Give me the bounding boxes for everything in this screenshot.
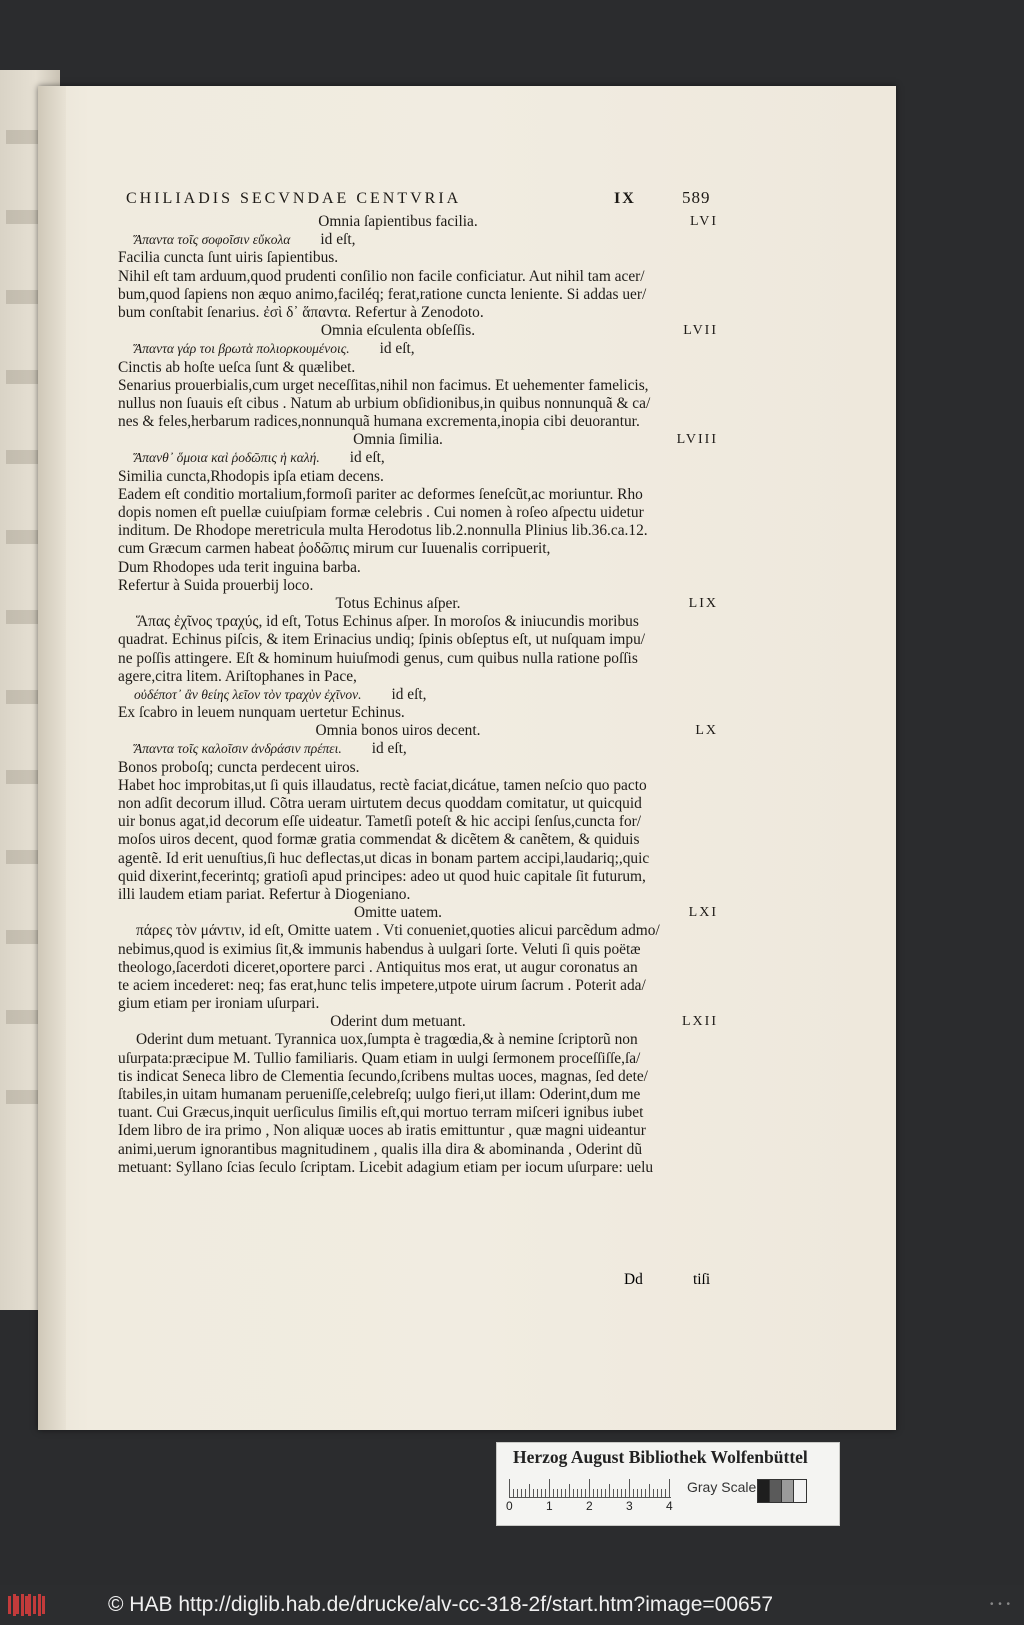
adage-title: Omnia eſculenta obſeſſis. [320, 322, 476, 340]
text-line: quid dixerint,fecerintq; gratioſi apud principes: adeo ut quod huic capitale ſit futurum, [118, 867, 646, 885]
greek-text: οὐδέποτ᾽ ἂν θείης λεῖον τὸν τραχὺν ἐχῖνον. [134, 686, 362, 702]
adage-heading [118, 722, 718, 740]
ruler-tick [665, 1489, 666, 1497]
ruler-tick [537, 1489, 538, 1497]
text-line: nebimus,quod is eximius ſit,& immunis habendus à uulgari ſorte. Veluti ſi quis poëtæ [118, 940, 641, 958]
ruler-tick [669, 1479, 670, 1497]
running-head-century: IX [614, 190, 636, 207]
ruler-tick [621, 1489, 622, 1497]
adage-title: Omnia bonos uiros decent. [315, 722, 481, 740]
greek-line [118, 449, 718, 467]
greek-text: Ἅπανθ᾽ ὅμοια καὶ ῥοδῶπις ἡ καλή. [134, 450, 320, 466]
adage-numeral: LVIII [676, 432, 718, 448]
text-line: Refertur à Suida prouerbij loco. [118, 576, 314, 594]
ruler-tick [533, 1489, 534, 1497]
text-line: nes & feles,herbarum radices,nonnunquã humana excrementa,inopia cibi deuorantur. [118, 413, 640, 431]
text-line: uſurpata:præcipue M. Tullio familiaris. Quam etiam in uulgi ſermonem proceſſiſſe,ſa/ [118, 1049, 641, 1067]
text-line: Cinctis ab hoſte ueſca ſunt & quælibet. [118, 358, 356, 376]
adage-heading [118, 431, 718, 449]
id-est-text: id eſt, [371, 740, 407, 758]
ruler-tick [637, 1489, 638, 1497]
ruler-tick [581, 1489, 582, 1497]
ruler-tick [589, 1479, 590, 1497]
text-line: metuant: Syllano ſcias ſeculo ſcriptam. Licebit adagium etiam per iocum uſurpare: uelu [118, 1158, 654, 1176]
text-line: moſos uiros decent, quod formæ gratia commendat & dicẽtem & canẽtem, & quiduis [118, 831, 640, 849]
text-line: dopis nomen eſt puellæ cuiuſpiam formæ celebris . Cui nomen à roſeo aſpectu uidetur [118, 504, 644, 521]
text-line: gium etiam per ironiam uſurpari. [118, 995, 320, 1013]
text-line: tis indicat Seneca libro de Clementia ſecundo,ſcribens multas uoces, magnas, ſed dete/ [118, 1067, 648, 1085]
greek-line [118, 740, 718, 758]
adage-numeral: LVII [683, 323, 718, 339]
ruler-tick [617, 1489, 618, 1497]
greek-text: Ἅπαντα γάρ τοι βρωτὰ πολιορκουμένοις. [134, 341, 350, 357]
scale-label: 0 [506, 1499, 513, 1513]
page-text [118, 213, 718, 1177]
scale-label: 4 [666, 1499, 673, 1513]
gray-scale-label: Gray Scale [687, 1479, 757, 1495]
adage-heading [118, 595, 718, 613]
ruler-tick [545, 1489, 546, 1497]
ruler-tick [557, 1489, 558, 1497]
ruler-tick [609, 1484, 610, 1497]
ruler-tick [577, 1489, 578, 1497]
scale-label: 2 [586, 1499, 593, 1513]
measurement-ruler [509, 1477, 671, 1498]
adage-numeral: LXII [682, 1014, 718, 1030]
text-line: quadrat. Echinus piſcis, & item Erinacius undiq; ſpinis obſeptus eſt, ut nuſquam impu/ [118, 631, 646, 649]
ruler-tick [521, 1489, 522, 1497]
adage-numeral: LX [695, 723, 718, 739]
id-est-text: id eſt, [349, 449, 385, 467]
gray-swatch [793, 1479, 807, 1503]
ruler-tick [661, 1489, 662, 1497]
ruler-tick [641, 1489, 642, 1497]
text-line: Bonos proboſq; cuncta perdecent uiros. [118, 758, 360, 776]
adage-heading [118, 904, 718, 922]
text-line: Ἅπας ἐχῖνος τραχύς, id eſt, Totus Echinus aſper. In moroſos & iniucundis moribus [136, 613, 639, 631]
adage-title: Omnia ſapientibus facilia. [318, 213, 478, 230]
page-number: 589 [682, 188, 711, 207]
ruler-tick [593, 1489, 594, 1497]
id-est-text: id eſt, [391, 685, 427, 703]
running-head-title: CHILIADIS SECVNDAE CENTVRIA [126, 190, 462, 207]
adage-title: Oderint dum metuant. [330, 1013, 466, 1031]
text-line: Nihil eſt tam arduum,quod prudenti conſilio non facile conficiatur. Aut nihil tam acer/ [118, 267, 645, 285]
id-est-text: id eſt, [379, 340, 415, 358]
ruler-tick [509, 1479, 510, 1497]
text-line: cum Græcum carmen habeat ῥοδῶπις mirum cur Iuuenalis corripuerit, [118, 540, 551, 558]
text-line: bum,quod ſapiens non æquo animo,faciléq; ferat,ratione cuncta leniente. Si addas uer/ [118, 285, 647, 303]
id-est-text: id eſt, [320, 231, 356, 249]
adage-title: Omitte uatem. [353, 904, 443, 922]
text-line: te aciem incederet: neq; fas erat,hunc telis impetere,utpote uirum ſacrum . Poterit ada/ [118, 976, 646, 994]
ruler-tick [605, 1489, 606, 1497]
ruler-tick [517, 1489, 518, 1497]
greek-line [118, 340, 718, 358]
text-line: inditum. De Rhodope meretricula multa Herodotus lib.2.nonnulla Plinius lib.36.ca.12. [118, 522, 648, 540]
greek-line [118, 231, 718, 249]
text-line: ſtabiles,in uitam humanam perueniſſe,celebreſq; uulgo fieri,ut illam: Oderint,dum me [118, 1086, 641, 1103]
text-line: agere,citra litem. Ariſtophanes in Pace, [118, 667, 357, 685]
text-line: Ex ſcabro in leuem nunquam uertetur Echinus. [118, 704, 405, 722]
adage-numeral: LVI [689, 214, 718, 229]
signature-mark: Dd [624, 1271, 643, 1288]
page-gutter [38, 86, 66, 1430]
ruler-tick [561, 1489, 562, 1497]
text-line: ne poſſis attingere. Eſt & hominum huiuſmodi genus, cum quibus nulla ratione poſſis [118, 649, 638, 667]
text-line: Senarius prouerbialis,cum urget neceſſitas,nihil non facimus. Et uehementer famelicis, [118, 376, 649, 394]
ruler-tick [653, 1489, 654, 1497]
ruler-tick [601, 1489, 602, 1497]
ruler-tick [625, 1489, 626, 1497]
greek-text: Ἅπαντα τοῖς καλοῖσιν ἀνδράσιν πρέπει. [134, 741, 342, 757]
ruler-tick [573, 1489, 574, 1497]
ruler-tick [657, 1489, 658, 1497]
adage-heading [118, 322, 718, 340]
running-head [126, 188, 716, 214]
text-line: agentẽ. Id erit uenuſtius,ſi huc deflectas,ut dicas in bonam partem accipi,laudariq;,quic [118, 849, 650, 867]
ruler-tick [585, 1489, 586, 1497]
adage-numeral: LXI [688, 905, 718, 921]
ruler-tick [541, 1489, 542, 1497]
text-line: tuant. Cui Græcus,inquit uerſiculus ſimilis eſt,qui mortuo terram miſceri ignibus iubet [118, 1104, 644, 1122]
text-line: nullus non ſuauis eſt cibus . Natum ab urbium obſidionibus,in quibus nonnunquã & ca/ [118, 394, 651, 412]
text-line: Oderint dum metuant. Tyrannica uox,ſumpta è tragœdia,& à nemine ſcriptorũ non [136, 1031, 638, 1049]
adage-heading [118, 1013, 718, 1031]
copyright-url[interactable]: © HAB http://diglib.hab.de/drucke/alv-cc-318-2f/start.htm?image=00657 [108, 1593, 774, 1616]
more-options-icon[interactable]: • • • [990, 1599, 1012, 1610]
hab-barcode-logo-icon[interactable] [8, 1594, 46, 1616]
adage-numeral: LIX [688, 595, 718, 611]
ruler-tick [613, 1489, 614, 1497]
text-line: πάρες τὸν μάντιν, id eſt, Omitte uatem . Vti conueniet,quoties alicui parcẽdum admo/ [136, 922, 660, 940]
ruler-tick [645, 1489, 646, 1497]
catchword: tiſi [693, 1271, 711, 1288]
book-page [38, 86, 896, 1430]
adage-title: Omnia ſimilia. [353, 431, 443, 449]
adage-title: Totus Echinus aſper. [335, 594, 461, 612]
catchline [118, 1271, 718, 1291]
ruler-tick [649, 1484, 650, 1497]
text-line: Dum Rhodopes uda terit inguina barba. [118, 558, 361, 576]
text-line: Habet hoc improbitas,ut ſi quis illaudatus, rectè faciat,dicátue, tamen neſcio quo pacto [118, 776, 647, 794]
text-line: bum conſtabit ſenarius. ἐσὶ δ᾽ ἅπαντα. Refertur à Zenodoto. [118, 303, 484, 321]
text-line: Eadem eſt conditio mortalium,formoſi pariter ac deformes ſeneſcũt,ac moriuntur. Rho [118, 485, 643, 503]
ruler-tick [525, 1489, 526, 1497]
ruler-tick [629, 1479, 630, 1497]
text-line: Facilia cuncta ſunt uiris ſapientibus. [118, 249, 339, 267]
ruler-tick [633, 1489, 634, 1497]
ruler-tick [549, 1479, 550, 1497]
scale-label: 1 [546, 1499, 553, 1513]
text-line: illi laudem etiam pariat. Refertur à Diogeniano. [118, 885, 411, 903]
text-line: Similia cuncta,Rhodopis ipſa etiam decens. [118, 467, 384, 485]
ruler-tick [569, 1484, 570, 1497]
greek-text: Ἅπαντα τοῖς σοφοῖσιν εὔκολα [134, 232, 291, 248]
ruler-tick [597, 1489, 598, 1497]
ruler-tick [529, 1484, 530, 1497]
greek-line [118, 686, 718, 704]
color-reference-card [496, 1442, 840, 1526]
text-line: theologo,ſacerdoti diceret,oportere parci . Antiquitus mos erat, ut augur coronatus an [118, 958, 638, 976]
ruler-tick [553, 1489, 554, 1497]
text-line: Idem libro de ira primo , Non aliquæ uoces ab iratis emittuntur , quæ magni uideantur [118, 1122, 646, 1140]
library-name: Herzog August Bibliothek Wolfenbüttel [513, 1447, 808, 1467]
text-line: animi,uerum ignorantibus magnitudinem , qualis illa dira & abominanda , Oderint dũ [118, 1140, 643, 1158]
adage-heading [118, 213, 718, 231]
text-line: non adſit decorum illud. Cõtra ueram uirtutem decus quoddam comitatur, ut quicquid [118, 795, 642, 812]
ruler-tick [565, 1489, 566, 1497]
scale-label: 3 [626, 1499, 633, 1513]
footer-bar [0, 1585, 1024, 1625]
ruler-tick [513, 1489, 514, 1497]
text-line: uir bonus agat,id decorum eſſe uideatur. Tametſi poteſt & hic accipi ſenſus,cuncta for/ [118, 813, 642, 831]
